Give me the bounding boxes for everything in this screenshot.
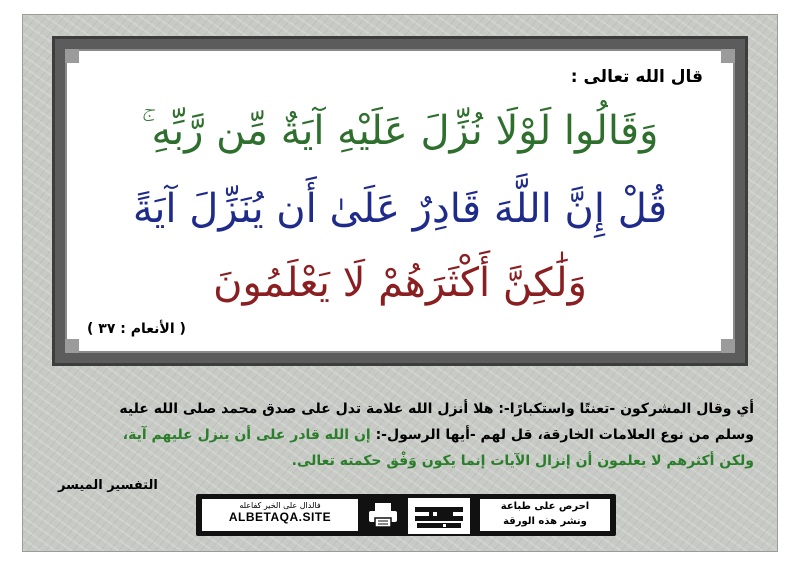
banner-print-note [480, 499, 610, 531]
verse-line-1: وَقَالُوا لَوْلَا نُزِّلَ عَلَيْهِ آيَةٌ مِّن رَّبِّهِ ۚ [141, 108, 659, 154]
frame-corner [721, 49, 735, 63]
print-note-line-1: احرص على طباعة [500, 501, 590, 512]
albetaqa-logo [408, 498, 470, 534]
printer-icon [368, 502, 398, 528]
verse-heading: قال الله تعالى : [570, 67, 703, 87]
frame-corner [721, 339, 735, 353]
banner-tagline: فالدال على الخير كفاعله [239, 501, 321, 510]
verse-frame [52, 36, 748, 366]
tafsir-part-2: إن الله قادر على أن ينزل عليهم آية، ولكن أكثرهم لا يعلمون أن إنزال الآيات إنما يكون وَفْق حكمته تعالى. [122, 427, 754, 469]
verse-reference: ( الأنعام : ٣٧ ) [87, 321, 186, 337]
tafsir-source: التفسير الميسر [58, 478, 158, 493]
site-link[interactable]: ALBETAQA.SITE [228, 510, 332, 524]
frame-corner [65, 49, 79, 63]
verse-line-3: وَلَٰكِنَّ أَكْثَرَهُمْ لَا يَعْلَمُونَ [213, 260, 587, 306]
footer-banner [196, 494, 616, 536]
frame-corner [65, 339, 79, 353]
banner-site-box [202, 499, 358, 531]
print-note-line-2: ونشر هذه الورقة [503, 516, 587, 527]
verse-panel [65, 49, 735, 353]
tafsir-text [94, 396, 754, 474]
tafsir-part-1: أي وقال المشركون -تعنتًا واستكبارًا-: هلا أنزل الله علامة تدل على صدق محمد صلى الله عليه وسلم من نوع العلامات الخارقة، قل لهم -أيها الرسول-: [119, 401, 754, 443]
verse-line-2: قُلْ إِنَّ اللَّهَ قَادِرٌ عَلَىٰ أَن يُنَزِّلَ آيَةً [132, 186, 668, 232]
